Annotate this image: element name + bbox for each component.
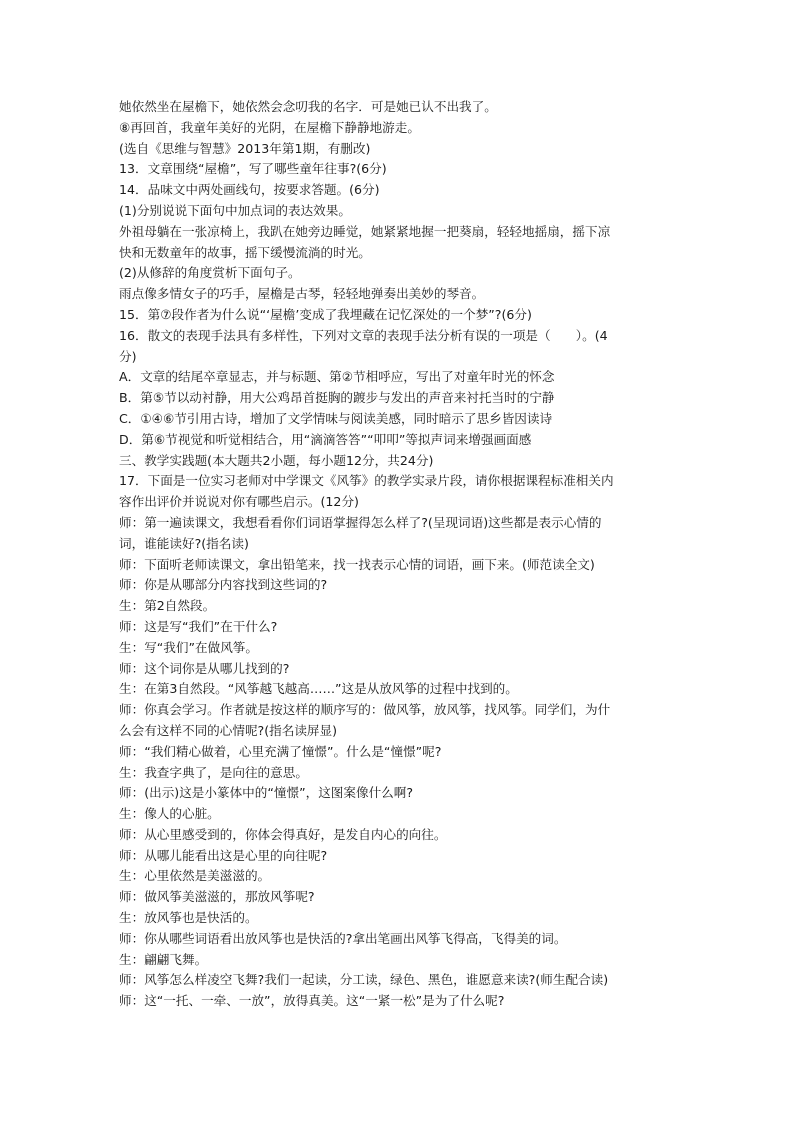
dialogue-line: 师：这个词你是从哪儿找到的? bbox=[119, 660, 290, 676]
text-line: (选自《思维与智慧》2013年第1期，有删改) bbox=[119, 140, 371, 156]
dialogue-line: 生：翩翩飞舞。 bbox=[119, 951, 208, 967]
dialogue-line: 师：(出示)这是小篆体中的“憧憬”，这图案像什么啊? bbox=[119, 785, 414, 801]
option-d: D．第⑥节视觉和听觉相结合，用“滴滴答答”“叩叩”等拟声词来增强画面感 bbox=[119, 431, 532, 447]
dialogue-line: 生：写“我们”在做风筝。 bbox=[119, 639, 258, 655]
dialogue-line: 生：第2自然段。 bbox=[119, 598, 216, 614]
question-17: 17．下面是一位实习老师对中学课文《风筝》的教学实录片段，请你根据课程标准相关内 bbox=[119, 473, 614, 489]
question-16: 16．散文的表现手法具有多样性，下列对文章的表现手法分析有误的一项是（ ）。(4 bbox=[119, 327, 608, 343]
text-line: 分) bbox=[119, 348, 137, 364]
dialogue-line: 师：下面听老师读课文，拿出铅笔来，找一找表示心情的词语，画下来。(师范读全文) bbox=[119, 556, 595, 572]
dialogue-line: 师：这“一托、一牵、一放”，放得真美。这“一紧一松”是为了什么呢? bbox=[119, 993, 505, 1009]
dialogue-line: 师：“我们精心做着，心里充满了憧憬”。什么是“憧憬”呢? bbox=[119, 743, 442, 759]
text-line: 雨点像多情女子的巧手，屋檐是古琴，轻轻地弹奏出美妙的琴音。 bbox=[119, 286, 485, 302]
text-line: 她依然坐在屋檐下，她依然会念叨我的名字．可是她已认不出我了。 bbox=[119, 99, 497, 114]
text-line: ⑧再回首，我童年美好的光阴，在屋檐下静静地游走。 bbox=[119, 119, 420, 135]
dialogue-line: 师：做风筝美滋滋的，那放风筝呢? bbox=[119, 889, 315, 905]
dialogue-line: 师：从哪儿能看出这是心里的向往呢? bbox=[119, 847, 328, 863]
dialogue-line: 生：我查字典了，是向往的意思。 bbox=[119, 764, 308, 780]
document-body bbox=[119, 97, 679, 1012]
dialogue-line: 师：风筝怎么样凌空飞舞?我们一起读，分工读，绿色、黑色，谁愿意来读?(师生配合读) bbox=[119, 972, 609, 988]
dialogue-line: 词，谁能读好?(指名读) bbox=[119, 535, 249, 551]
option-c: C．①④⑥节引用古诗，增加了文学情味与阅读美感，同时暗示了思乡皆因读诗 bbox=[119, 410, 553, 426]
dialogue-line: 师：你真会学习。作者就是按这样的顺序写的：做风筝，放风筝，找风筝。同学们，为什 bbox=[119, 702, 611, 718]
dialogue-line: 生：在第3自然段。“风筝越飞越高……”这是从放风筝的过程中找到的。 bbox=[119, 681, 518, 697]
option-b: B．第⑤节以动衬静，用大公鸡昂首挺胸的踱步与发出的声音来衬托当时的宁静 bbox=[119, 390, 555, 406]
section-heading: 三、教学实践题(本大题共2小题，每小题12分，共24分) bbox=[119, 452, 434, 468]
text-line: 快和无数童年的故事，摇下缓慢流淌的时光。 bbox=[119, 244, 371, 260]
dialogue-line: 师：第一遍读课文，我想看看你们词语掌握得怎么样了?(呈现词语)这些都是表示心情的 bbox=[119, 514, 602, 530]
dialogue-line: 师：你是从哪部分内容找到这些词的? bbox=[119, 577, 328, 593]
dialogue-line: 师：从心里感受到的，你体会得真好，是发自内心的向往。 bbox=[119, 826, 447, 842]
dialogue-line: 生：放风筝也是快活的。 bbox=[119, 910, 258, 926]
option-a: A．文章的结尾卒章显志，并与标题、第②节相呼应，写出了对童年时光的怀念 bbox=[119, 369, 555, 385]
question-14: 14．品味文中两处画线句，按要求答题。(6分) bbox=[119, 182, 380, 198]
text-line: (1)分别说说下面句中加点词的表达效果。 bbox=[119, 202, 351, 218]
dialogue-line: 师：这是写“我们”在干什么? bbox=[119, 618, 278, 634]
text-line: 外祖母躺在一张凉椅上，我趴在她旁边睡觉，她紧紧地握一把葵扇，轻轻地摇扇，摇下凉 bbox=[119, 223, 611, 239]
question-13: 13．文章围绕“屋檐”，写了哪些童年往事?(6分) bbox=[119, 161, 387, 177]
dialogue-line: 生：心里依然是美滋滋的。 bbox=[119, 868, 271, 884]
dialogue-line: 师：你从哪些词语看出放风筝也是快活的?拿出笔画出风筝飞得高，飞得美的词。 bbox=[119, 930, 567, 946]
question-15: 15．第⑦段作者为什么说“‘屋檐’变成了我埋藏在记忆深处的一个梦”?(6分) bbox=[119, 306, 532, 322]
dialogue-line: 么会有这样不同的心情呢?(指名读屏显) bbox=[119, 722, 338, 738]
text-line: 容作出评价并说说对你有哪些启示。(12分) bbox=[119, 494, 359, 510]
dialogue-line: 生：像人的心脏。 bbox=[119, 806, 220, 822]
text-line: (2)从修辞的角度赏析下面句子。 bbox=[119, 265, 301, 281]
